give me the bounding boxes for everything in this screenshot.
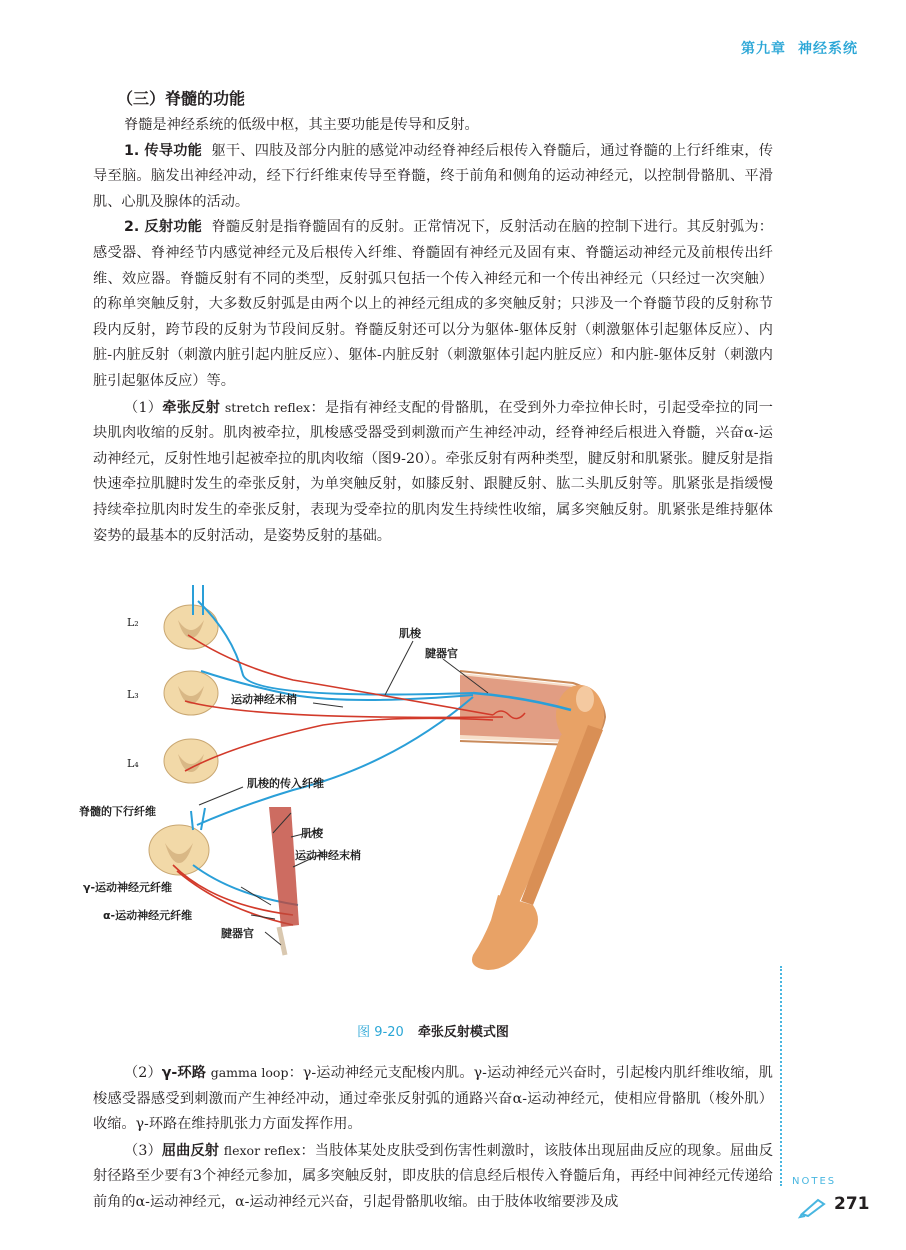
stretch-num: （1） [124,399,163,416]
stretch-reflex-illustration [79,575,773,1017]
leader-lines [199,641,488,945]
reflex-text: 脊髓反射是指脊髓固有的反射。正常情况下，反射活动在脑的控制下进行。其反射弧为：感受器、脊神经节内感觉神经元及后根传入纤维、脊髓固有神经元及固有束、脊髓运动神经元及前根传出纤维、效应器。脊髓反射有不同的类型，反射弧只包括一个传入神经元和一个传出神经元（只经过一次突触）的称单突触反射，大多数反射弧是由两个以上的神经元组成的多突触反射；只涉及一个脊髓节段的反射称节段内反射，跨节段的反射为节段间反射。脊髓反射还可以分为躯体-躯体反射（刺激躯体引起躯体反应）、内脏-内脏反射（刺激内脏引起内脏反应）、躯体-内脏反射（刺激躯体引起内脏反应）和内脏-躯体反射（刺激内脏引起躯体反应）等。 [93,219,773,389]
conduction-paragraph [93,139,773,216]
stretch-en: stretch reflex [224,399,311,415]
label-gamma-fiber: γ-运动神经元纤维 [83,881,173,895]
gamma-heading: γ-环路 [161,1065,207,1082]
label-tendon-organ-2: 腱器官 [221,927,254,941]
gamma-paragraph [93,1060,773,1138]
page-body [79,86,773,1216]
label-tendon-organ: 腱器官 [425,647,458,661]
label-spindle-afferent: 肌梭的传入纤维 [247,777,324,791]
running-head [741,38,858,58]
figure-number: 图 9-20 [357,1025,404,1041]
gamma-en: gamma loop [210,1065,289,1081]
spinal-segment-l4 [164,739,218,783]
label-motor-nerve-ending: 运动神经末梢 [231,693,297,707]
chapter-number: 第九章 [741,41,786,57]
figure-stretch-reflex [79,575,773,1017]
notes-label: NOTES [792,1176,837,1187]
label-muscle-spindle: 肌梭 [399,627,421,641]
stretch-paragraph [93,395,773,550]
section-title: （三）脊髓的功能 [117,89,246,108]
page-number: 271 [834,1194,870,1214]
intro-paragraph: 脊髓是神经系统的低级中枢，其主要功能是传导和反射。 [124,117,479,133]
figure-title: 牵张反射模式图 [417,1025,509,1041]
reflex-heading: 2. 反射功能 [124,219,203,236]
flexor-text: ：当肢体某处皮肤受到伤害性刺激时，该肢体出现屈曲反应的现象。屈曲反射径路至少要有3个神经元参加，属多突触反射，即皮肤的信息经后根传入脊髓后角，再经中间神经元传递给前角的α-运动神经元，α-运动神经元兴奋，引起骨骼肌收缩。由于肢体收缩要涉及成 [93,1142,773,1211]
label-descending-fibers: 脊髓的下行纤维 [79,805,156,819]
label-l4: L₄ [127,757,139,771]
reflex-paragraph [93,215,773,394]
label-alpha-fiber: α-运动神经元纤维 [103,909,193,923]
small-tendon [279,927,285,955]
flexor-num: （3） [124,1142,162,1159]
label-l2: L₂ [127,616,139,630]
notes-margin-rail [780,966,784,1186]
pencil-icon [798,1196,828,1218]
label-l3: L₃ [127,688,139,702]
flexor-heading: 屈曲反射 [161,1142,220,1159]
stretch-text: ：是指有神经支配的骨骼肌，在受到外力牵拉伸长时，引起受牵拉的同一块肌肉收缩的反射。肌肉被牵拉，肌梭感受器受到刺激而产生神经冲动，经脊神经后根进入脊髓，兴奋α-运动神经元，反射性地引起被牵拉的肌肉收缩（图9-20）。牵张反射有两种类型，腱反射和肌紧张。腱反射是指快速牵拉肌腱时发生的牵张反射，为单突触反射，如膝反射、跟腱反射、肱二头肌反射等。肌紧张是指缓慢持续牵拉肌肉时发生的牵张反射，表现为受牵拉的肌肉发生持续性收缩，属多突触反射。肌紧张是维持躯体姿势的最基本的反射活动，是姿势反射的基础。 [93,399,773,544]
conduction-heading: 1. 传导功能 [124,142,203,159]
gamma-num: （2） [124,1065,162,1082]
label-muscle-spindle-2: 肌梭 [301,827,323,841]
foot [472,895,538,970]
chapter-title: 神经系统 [798,41,858,57]
figure-caption [93,1021,773,1040]
patella [576,686,594,712]
spinal-segment-l2 [164,605,218,649]
conduction-text: 躯干、四肢及部分内脏的感觉冲动经脊神经后根传入脊髓后，通过脊髓的上行纤维束，传导至脑。脑发出神经冲动，经下行纤维束传导至脊髓，终于前角和侧角的运动神经元，以控制骨骼肌、平滑肌、心肌及腺体的活动。 [93,142,773,210]
flexor-paragraph [93,1138,773,1216]
gamma-text: ：γ-运动神经元支配梭内肌。γ-运动神经元兴奋时，引起梭内肌纤维收缩，肌梭感受器感受到刺激而产生神经冲动，通过牵张反射弧的通路兴奋α-运动神经元，使相应骨骼肌（梭外肌）收缩。γ-环路在维持肌张力方面发挥作用。 [93,1065,773,1133]
spinal-segment-l3 [164,671,218,715]
label-motor-nerve-ending-2: 运动神经末梢 [295,849,361,863]
spinal-segment-lower [149,825,209,875]
small-muscle [269,807,299,927]
flexor-en: flexor reflex [223,1142,301,1158]
stretch-heading: 牵张反射 [162,399,221,416]
